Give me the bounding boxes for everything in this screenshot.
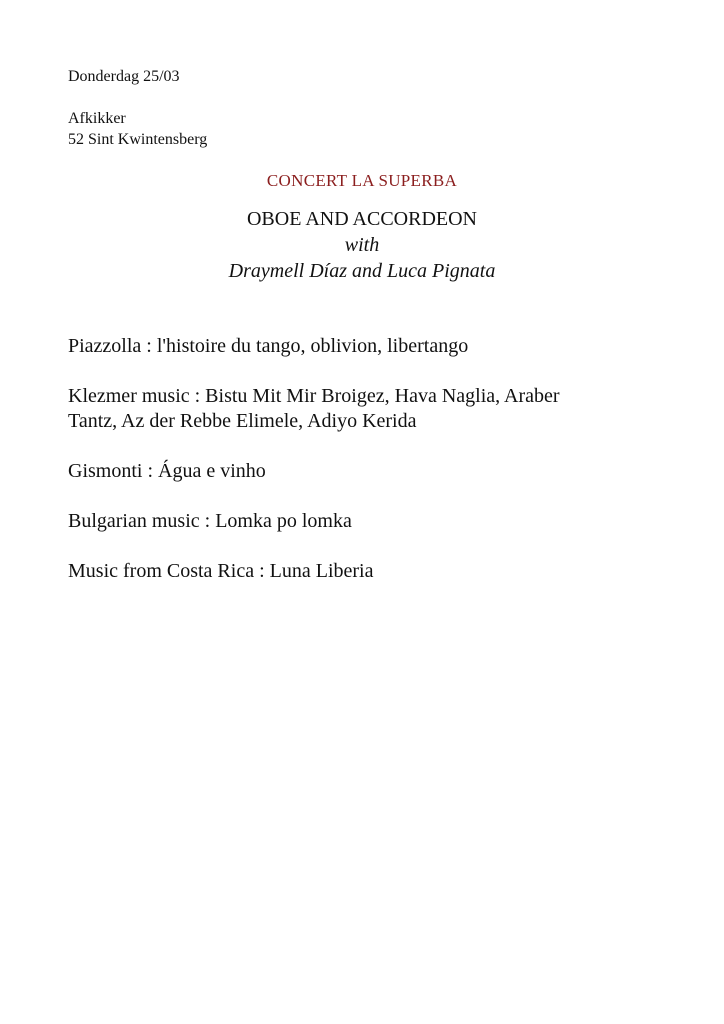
title-block (0, 170, 724, 284)
program-item-piazzolla: Piazzolla : l'histoire du tango, oblivion, libertango (68, 335, 469, 357)
instruments-subtitle: OBOE AND ACCORDEON (246, 208, 478, 230)
concert-title: CONCERT LA SUPERBA (266, 171, 458, 190)
event-header (68, 66, 724, 150)
venue-address: 52 Sint Kwintensberg (68, 131, 208, 148)
subtitle-block (0, 206, 724, 284)
program-item-gismonti: Gismonti : Água e vinho (68, 460, 266, 482)
program-item-bulgarian: Bulgarian music : Lomka po lomka (68, 510, 352, 532)
venue-block (68, 108, 724, 150)
performers-names: Draymell Díaz and Luca Pignata (228, 260, 496, 282)
program-item-klezmer: Klezmer music : Bistu Mit Mir Broigez, Hava Naglia, Araber Tantz, Az der Rebbe Elimele, Adiyo Kerida (68, 385, 560, 432)
venue-name: Afkikker (68, 110, 126, 127)
program-list (68, 334, 609, 584)
with-label: with (344, 234, 380, 256)
program-item-costa-rica: Music from Costa Rica : Luna Liberia (68, 560, 374, 582)
event-date: Donderdag 25/03 (68, 68, 180, 85)
